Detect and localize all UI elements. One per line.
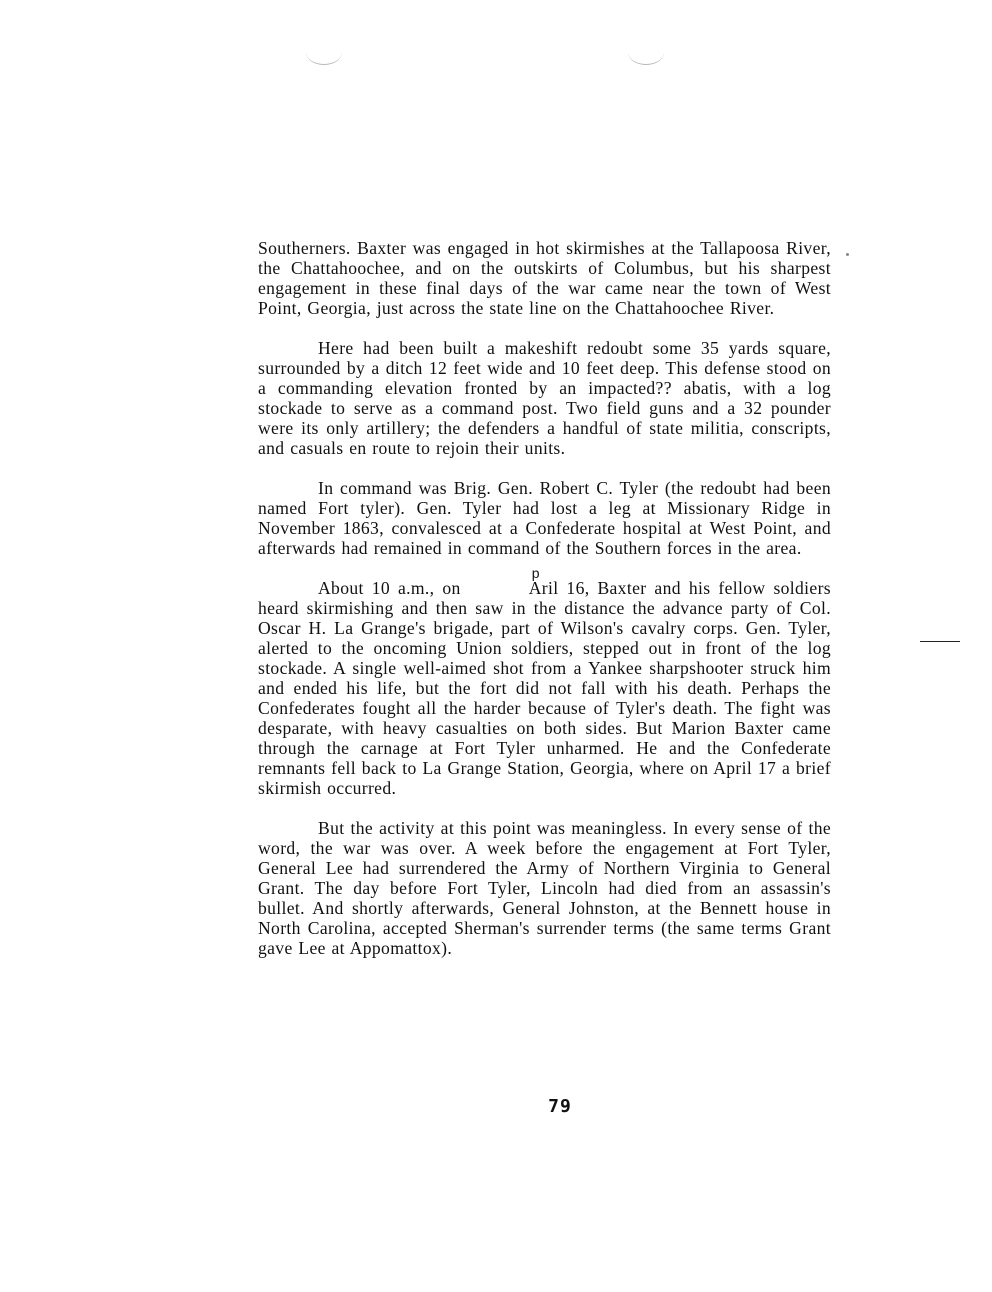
paragraph-battle-rest: 16, Baxter and his fellow soldiers heard skirmishing and then saw in the distance the advance party of Col. Oscar H. La Grange's brigade, part of Wilson's cavalry corps. Gen. Tyler, alerted to the oncoming Union soldiers, stepped out in front of the log stockade. A single well-aimed shot from a Yankee sharpshooter struck him and ended his life, but the fort did not fall with his death. Perhaps the Confederates fought all the harder because of Tyler's death. The fight was desparate, with heavy casualties on both sides. But Marion Baxter came through the carnage at Fort Tyler unharmed. He and the Confederate remnants fell back to La Grange Station, Georgia, where on April 17 a brief skirmish occurred. [258,578,831,798]
margin-speck [846,253,849,256]
margin-pen-mark [920,641,960,642]
punch-hole-mark-right [628,40,664,65]
handwritten-insertion-mark: p [531,565,540,581]
paragraph-battle-start: About 10 a.m., on [318,578,469,598]
annotated-word-text: Aril [528,578,559,598]
paragraph-southerners: Southerners. Baxter was engaged in hot skirmishes at the Tallapoosa River, the Chattahoochee, and on the outskirts of Columbus, but his sharpest engagement in these final days of the war came near the town of West Point, Georgia, just across the state line on the Chattahoochee River. [258,238,831,318]
page-number: 79 [548,1096,572,1117]
page-body [258,238,831,958]
paragraph-command: In command was Brig. Gen. Robert C. Tyler (the redoubt had been named Fort tyler). Gen. Tyler had lost a leg at Missionary Ridge in November 1863, convalesced at a Confederate hospital at West Point, and afterwards had remained in command of the Southern forces in the area. [258,478,831,558]
paragraph-battle [258,565,831,798]
annotated-word [469,565,559,598]
paragraph-redoubt: Here had been built a makeshift redoubt some 35 yards square, surrounded by a ditch 12 feet wide and 10 feet deep. This defense stood on a commanding elevation fronted by an impacted?? abatis, with a log stockade to serve as a command post. Two field guns and a 32 pounder were its only artillery; the defenders a handful of state militia, conscripts, and casuals en route to rejoin their units. [258,338,831,458]
punch-hole-mark-left [306,40,342,65]
paragraph-war-over: But the activity at this point was meaningless. In every sense of the word, the war was over. A week before the engagement at Fort Tyler, General Lee had surrendered the Army of Northern Virginia to General Grant. The day before Fort Tyler, Lincoln had died from an assassin's bullet. And shortly afterwards, General Johnston, at the Bennett house in North Carolina, accepted Sherman's surrender terms (the same terms Grant gave Lee at Appomattox). [258,818,831,958]
